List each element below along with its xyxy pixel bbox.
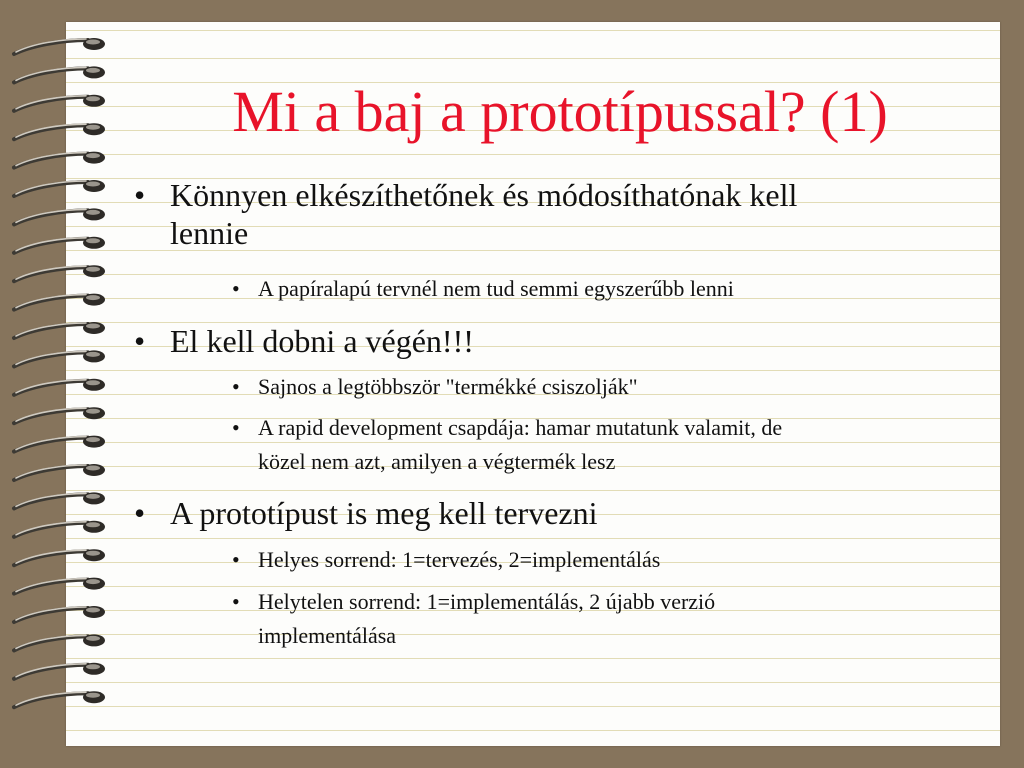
bullet-text: A prototípust is meg kell tervezni bbox=[170, 495, 598, 531]
bullet-level2-item bbox=[232, 585, 978, 653]
bullet-text: El kell dobni a végén!!! bbox=[170, 323, 474, 359]
bullet-icon: • bbox=[232, 415, 240, 440]
bullet-icon: • bbox=[232, 374, 240, 399]
bullet-text: A papíralapú tervnél nem tud semmi egyszerűbb lenni bbox=[258, 276, 734, 301]
bullet-text: Helytelen sorrend: 1=implementálás, 2 újabb verzió bbox=[258, 589, 716, 614]
bullet-level2-item bbox=[232, 543, 978, 577]
bullet-text-continuation: közel nem azt, amilyen a végtermék lesz bbox=[258, 449, 616, 474]
bullet-icon: • bbox=[232, 589, 240, 614]
bullet-text: Könnyen elkészíthetőnek és módosíthatónak kell bbox=[170, 177, 798, 213]
bullet-icon: • bbox=[232, 547, 240, 572]
bullet-icon: • bbox=[134, 323, 146, 359]
slide-title: Mi a baj a prototípussal? (1) bbox=[232, 79, 888, 144]
bullet-level1-item bbox=[134, 176, 970, 252]
bullet-text: A rapid development csapdája: hamar mutatunk valamit, de bbox=[258, 415, 783, 440]
bullet-text: Helyes sorrend: 1=tervezés, 2=implementálás bbox=[258, 547, 661, 572]
bullet-level2-item bbox=[232, 370, 978, 404]
bullet-icon: • bbox=[232, 276, 240, 301]
bullet-icon: • bbox=[134, 177, 146, 213]
bullet-text-continuation: lennie bbox=[170, 215, 249, 251]
bullet-level2-item bbox=[232, 272, 978, 306]
bullet-level2-item bbox=[232, 411, 978, 479]
bullet-text-continuation: implementálása bbox=[258, 623, 397, 648]
bullet-icon: • bbox=[134, 495, 146, 531]
bullet-level1-item bbox=[134, 494, 970, 532]
bullet-level1-item bbox=[134, 322, 970, 360]
bullet-text: Sajnos a legtöbbször "termékké csiszolják" bbox=[258, 374, 638, 399]
